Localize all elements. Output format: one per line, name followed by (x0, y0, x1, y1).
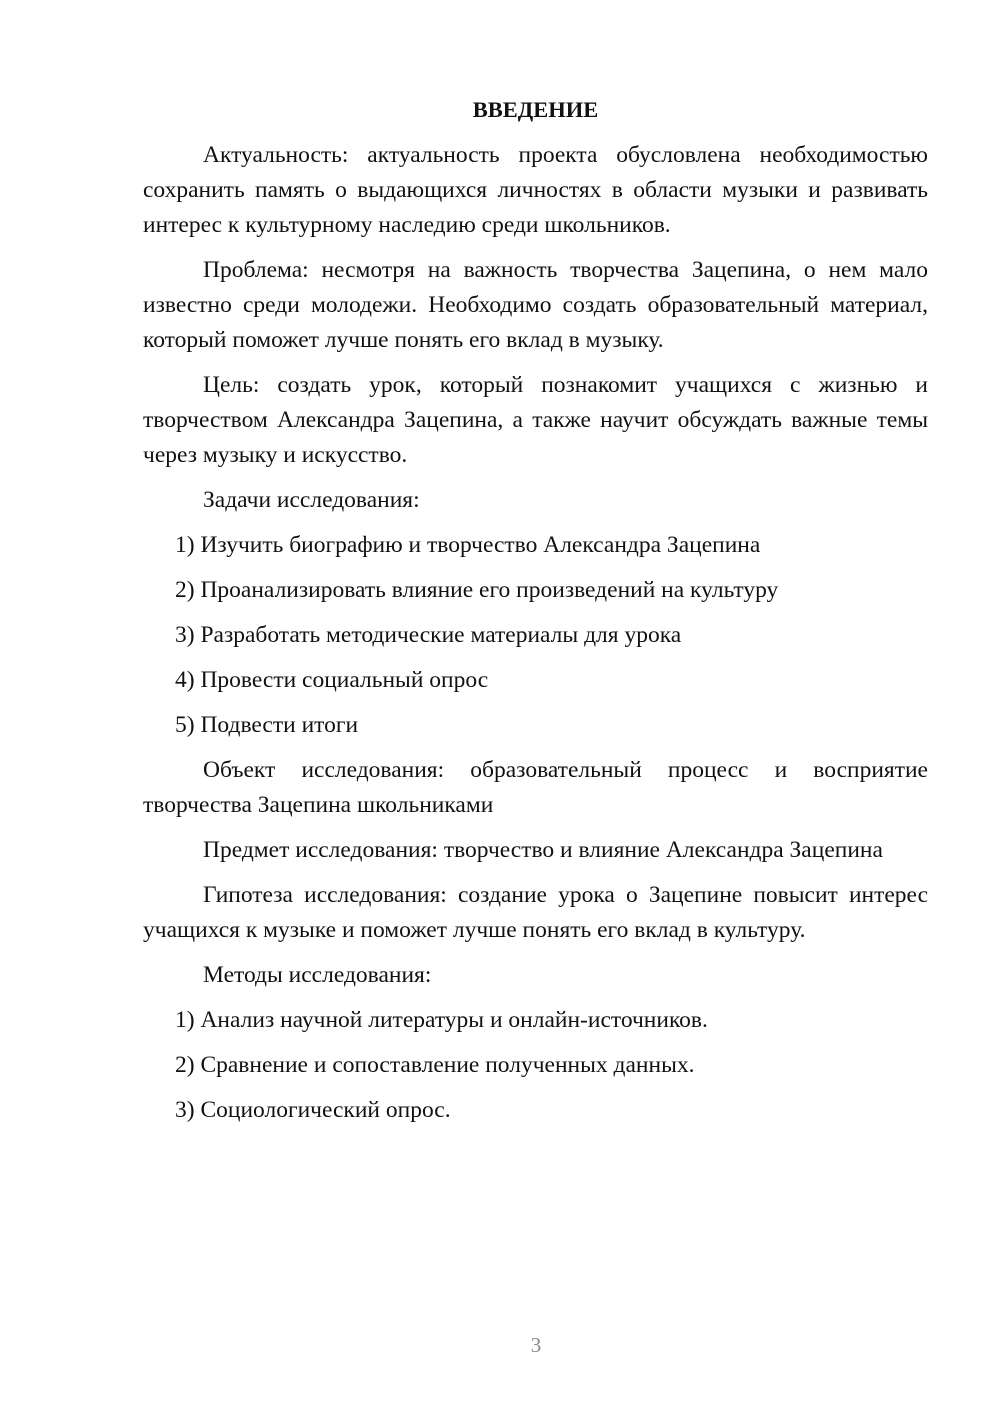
tasks-list (143, 528, 928, 743)
page-title: ВВЕДЕНИЕ (472, 97, 599, 122)
goal-paragraph: Цель: создать урок, который познакомит учащихся с жизнью и творчеством Александра Зацепина, а также научит обсуждать важные темы через музыку и искусство. (143, 372, 928, 468)
object-paragraph: Объект исследования: образовательный процесс и восприятие творчества Зацепина школьниками (143, 757, 928, 818)
tasks-heading: Задачи исследования: (203, 487, 420, 513)
methods-heading: Методы исследования: (203, 962, 432, 988)
list-item: 2) Проанализировать влияние его произведений на культуру (175, 577, 779, 603)
subject-paragraph: Предмет исследования: творчество и влияние Александра Зацепина (203, 837, 883, 863)
list-item: 3) Социологический опрос. (175, 1097, 451, 1123)
hypothesis-paragraph: Гипотеза исследования: создание урока о Зацепине повысит интерес учащихся к музыке и поможет лучше понять его вклад в культуру. (143, 882, 928, 943)
list-item: 5) Подвести итоги (175, 712, 359, 738)
problem-paragraph: Проблема: несмотря на важность творчества Зацепина, о нем мало известно среди молодежи. Необходимо создать образовательный материал, который поможет лучше понять его вклад в музыку. (143, 257, 928, 353)
list-item: 1) Изучить биографию и творчество Александра Зацепина (175, 532, 761, 558)
page-number: 3 (530, 1333, 542, 1357)
relevance-paragraph: Актуальность: актуальность проекта обусловлена необходимостью сохранить память о выдающихся личностях в области музыки и развивать интерес к культурному наследию среди школьников. (143, 142, 928, 238)
list-item: 4) Провести социальный опрос (175, 667, 489, 693)
list-item: 1) Анализ научной литературы и онлайн-источников. (175, 1007, 708, 1033)
list-item: 2) Сравнение и сопоставление полученных данных. (175, 1052, 695, 1078)
list-item: 3) Разработать методические материалы для урока (175, 622, 682, 648)
methods-list (143, 1003, 928, 1128)
document-body (143, 92, 928, 1138)
